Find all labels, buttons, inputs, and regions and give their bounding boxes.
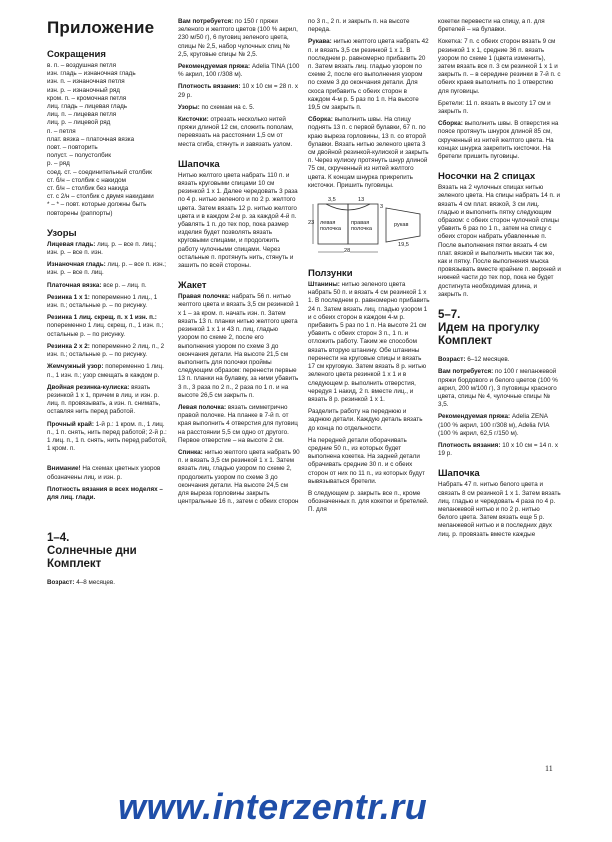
abbreviation-line: ст. б/н – столбик без накида [47,185,129,193]
paragraph [178,104,300,112]
abbreviation-line: изн. гладь – изнаночная гладь [47,70,136,78]
paragraph-label: Кисточки: [178,116,209,124]
section-heading: Шапочка [178,158,220,170]
pattern-text: лиц. р. – все п. изн.; изн. р. – все п. лиц. [47,261,167,277]
column-3-bottom [308,268,430,514]
abbreviation-line: р. – ряд [47,160,70,168]
paragraph [438,413,561,438]
abbreviation-line: ст. б/н – столбик с накидом [47,176,126,184]
section-heading: Жакет [178,280,207,292]
pattern-name: Резинка 1 лиц. скрещ. п. х 1 изн. п.: [47,314,157,322]
pattern-item [47,294,167,310]
paragraph-text: выполнить швы. На спицу поднять 13 п. с первой булавки, 67 п. по краю выреза горловины, 13 п. со второй булавки. Вязать нитью зеленого цвета 3 см двойной резинкой-кулиской и закрыть п. Через кулиску протянуть шнур длиной 75 см, скрученный из нитей желтого цвета. К концам шнурка прикрепить кисточки. Пришить пуговицы. [308,116,429,189]
pattern-text: попеременно 1 лиц. п., 1 изн. п.; узор смещать в каждом р. [47,363,164,379]
paragraph-text: вязать симметрично правой полочке. На планке в 7-й п. от края выполнить 4 отверстия для пуговиц на расстоянии 5,5 см одно от другого. Первое отверстие – на высоте 2 см. [178,403,298,444]
pattern-name: Резинка 2 х 2: [47,342,90,350]
paragraph-label: Вам потребуется: [438,368,494,376]
column-3-top [308,18,430,190]
paragraph [308,408,430,433]
paragraph [438,481,561,538]
page-title: Приложение [47,18,155,37]
column-3 [308,18,430,519]
section-1-title: Солнечные дни Комплект [47,545,137,571]
diagram-label-height: 23 [308,220,315,227]
paragraph-text: Кокетка: 7 п. с обеих сторон вязать 9 см резинкой 1 х 1, средние 36 п. вязать узором по схеме 1 (цвета изменить), затем вязать все п. 3 см резинкой 1 х 1 и закрыть п. – в середине резинки в 7-й п. с обеих краев выполнить по 1 отверстию для пуговицы. [438,38,561,95]
abbreviation-line: полуст. – полустолбик [47,152,112,160]
paragraph-text: нитью желтого цвета набрать 42 п. и вязать 3,5 см резинкой 1 х 1. В последнем р. равномерно прибавить 20 п. Затем вязать лиц. гладью узором по схеме 2, после его выполнения узором по схеме 3 до окончания детали. Для скоса прибавить с обеих сторон в каждом 4-м р. 5 раз по 1 п. На высоте 19,5 см закрыть п. [308,38,429,112]
paragraph [178,63,300,79]
paragraph-text: Бретели: 11 п. вязать в высоту 17 см и закрыть п. [438,99,551,116]
paragraph-text: 6–12 месяцев. [467,356,510,364]
patterns-heading: Узоры [47,227,77,239]
paragraph-label: Узоры: [178,103,200,111]
section-2-number: 5–7. [438,309,461,322]
pattern-text: лиц. р. – все п. лиц.; изн. р. – все п. изн. [47,240,157,257]
paragraph-text: выполнить швы. В отверстия на поясе протянуть шнурок длиной 85 см, скрученный из нитей желтого цвета. На концах шнурка закрепить кисточки. На бретели пришить пуговицы. [438,120,559,161]
abbreviation-line: изн. п. – изнаночная петля [47,78,125,86]
warning-label: Внимание! [47,465,81,473]
warning-text: На схемах цветных узоров обозначены лиц. и изн. р. [47,465,161,481]
paragraph-text: Вязать на 2 чулочных спицах нитью зеленого цвета. На спицы набрать 14 п. и вязать 4 см плат. вязкой, 3 см лиц. гладью и выполнить пятку следующим образом: с обеих сторон чулочной спицы убавить 6 раз по 1 п., затем на спицу с обеих сторон набрать убавленные п. После выполнения пятки вязать 4 см плат. вязкой и выполнить мыски так же, как и пятку. После выполнения мыска провязывать вместе крайние п. верхней и нижней части до тех пор, пока не будет достигнута необходимая длина, и закрыть п. [438,184,561,298]
abbreviation-line: изн. р. – изнаночный ряд [47,86,120,94]
paragraph [178,449,300,506]
diagram-label-bottom: 28 [344,248,351,255]
paragraph-text: Нитью желтого цвета набрать 110 п. и вязать круговыми спицами 10 см резинкой 1 х 1. Далее чередовать 3 раза по 4 р. нитью зеленого и по 2 р. желтого цвета. Затем вязать 12 р. нитью желтого цвета и в каждом 2-м р. за каждой 4-й п. убавлять 1 п. до тех пор, пока размер изделия будет позволять вязать круговыми спицами, и продолжить работу чулочными спицами. Через остальные п. протянуть нить, стянуть и зашить по всей стороны. [178,171,298,270]
paragraph [438,18,561,34]
abbreviation-line: лиц. гладь – лицевая гладь [47,103,128,111]
abbreviation-line: в. п. – воздушная петля [47,62,117,69]
garment-diagram [308,194,426,258]
paragraph [438,100,561,116]
abbreviations-heading: Сокращения [47,49,106,60]
diagram-label-right-panel: левая полочка [320,220,341,233]
paragraph-text: нитью зеленого цвета набрать 50 п. и вязать 4 см резинкой 1 х 1. В последнем р. равномерно прибавить 24 п. Затем вязать лиц. гладью узором 1 и с обеих сторон в каждом 4-м р. прибавить 5 раз по 1 п. На высоте 21 см убавить с обеих сторон 3 п., 1 п. и отложить работу. Таким же способом вязать вторую штанину. Обе штанины перенести на круговые спицы и вязать 17 см круговую. Затем вязать 8 р. нитью зеленого цвета резинкой 1 х 1 и в следующем р. выполнить отверстия, чередуя 1 накид, 2 п. вместе лиц., и вязать 8 р. резинкой 1 х 1. [308,281,430,403]
abbreviation-line: соед. ст. – соединительный столбик [47,168,152,176]
paragraph [178,116,300,149]
paragraph-label: Вам потребуется: [178,18,234,25]
paragraph-text: по 150 г пряжи зеленого и желтого цветов (100 % акрил, 230 м/50 г), 6 пуговиц зеленого цвета, спицы № 2,5, набор чулочных спиц № 2,5, круговые спицы № 2,5. [178,18,298,58]
pattern-item [47,421,167,454]
paragraph [178,18,300,59]
pattern-item [47,241,167,257]
abbreviation-line: ст. с 2/н – столбик с двумя накидами [47,193,154,201]
paragraph-text: 10 х 10 см = 28 п. х 29 р. [178,83,299,99]
paragraph [438,368,561,409]
diagram-label-sleeve: рукав [394,222,409,229]
pattern-item [47,261,167,277]
paragraph [178,404,300,445]
paragraph [438,442,561,458]
paragraph-text: отрезать несколько нитей пряжи длиной 12 см, сложить пополам, перевязать на расстоянии 1,5 см от места сгиба, стянуть и завязать узлом. [178,116,294,148]
density-note: Плотность вязания в всех моделях – для лиц. глади. [47,485,163,501]
paragraph [308,281,430,404]
page-number: 11 [545,764,553,773]
pattern-name: Изнаночная гладь: [47,261,106,269]
diagram-label-top: 3,5 [328,197,336,204]
paragraph [438,120,561,161]
paragraph-text: Adelia ZENA (100 % акрил, 100 г/308 м), Adelia IVIA (100 % акрил, 62,5 г/150 м). [438,413,550,437]
paragraph-text: Разделить работу на переднюю и заднюю детали. Каждую деталь вязать до конца по отдельности. [308,408,423,432]
pattern-name: Жемчужный узор: [47,363,104,371]
paragraph [308,490,430,515]
paragraph-text: по 3 п., 2 п. и закрыть п. на высоте переда. [308,18,410,34]
pattern-name: Лицевая гладь: [47,240,96,248]
section-1-number: 1–4. [47,532,70,545]
section-1-age: 4–8 месяцев. [76,579,116,587]
pattern-item [47,343,167,359]
paragraph-text: 10 х 10 см = 14 п. х 19 р. [438,441,559,458]
paragraph-label: Плотность вязания: [178,83,241,91]
paragraph [308,116,430,190]
pattern-name: Резинка 1 х 1: [47,293,90,301]
paragraph [178,83,300,99]
section-2-title: Идем на прогулку Комплект [438,322,540,348]
patterns-list [47,241,167,453]
pattern-text: все р. – лиц. п. [103,281,147,289]
column-4-bottom [438,356,561,539]
diagram-label-left-panel: правая полочка [351,220,372,233]
pattern-text: попеременно 1 лиц. скрещ. п., 1 изн. п.; остальные р. – по рисунку. [47,322,164,338]
diagram-label-top-2: 13 [358,197,365,204]
abbreviation-line: повт. – повторить [47,144,98,152]
paragraph-label: Плотность вязания: [438,441,501,449]
abbreviation-line: кром. п. – кромочная петля [47,94,127,102]
abbreviation-line: лиц. р. – лицевой ряд [47,119,111,127]
paragraph-text: Набрать 47 п. нитью белого цвета и связать 8 см резинкой 1 х 1. Затем вязать лиц. гладью и чередовать 4 раза по 4 р. меланжевой нитью и по 2 р. нитью белого цвета. Затем вязать еще 5 р. меланжевой нитью и в последних двух лиц. р. провязать вместе каждые [438,481,561,538]
section-1-age-label: Возраст: [47,579,75,587]
abbreviation-line: * – * – повт. которые должны быть повторены (раппорты) [47,201,147,217]
abbreviation-line: плат. вязка – платочная вязка [47,135,135,143]
paragraph-label: Левая полочка: [178,403,227,411]
pattern-name: Платочная вязка: [47,281,102,289]
paragraph-label: Сборка: [438,120,463,128]
pattern-item [47,363,167,379]
pattern-text: попеременно 2 лиц. п., 2 изн. п.; остальные р. – по рисунку. [47,342,165,359]
abbreviation-line: лиц. п. – лицевая петля [47,111,117,119]
paragraph-label: Рукава: [308,38,332,46]
column-4-top [438,18,561,299]
pattern-text: вязать резинкой 1 х 1, причем в лиц. и изн. р. лиц. п. провязывать, а изн. п. снимать, оставляя нить перед работой. [47,383,161,416]
pattern-item [47,384,167,417]
section-heading: Носочки на 2 спицах [438,171,536,183]
paragraph-text: по схемам на с. 5. [201,103,255,111]
pattern-item [47,314,167,339]
section-heading: Ползунки [308,268,353,280]
paragraph [308,437,430,486]
column-1 [47,18,167,591]
watermark-url: www.interzentr.ru [118,786,428,827]
paragraph-text: кокетки перевести на спицу, а п. для бретелей – на булавки. [438,18,545,34]
paragraph-text: Adelia TINA (100 % акрил, 100 г/308 м). [178,63,300,79]
paragraph [308,18,430,34]
pattern-name: Прочный край: [47,420,94,428]
column-4 [438,18,561,543]
section-heading: Шапочка [438,468,480,480]
pattern-text: 1-й р.: 1 кром. п., 1 лиц. п., 1 п. снять, нить перед работой; 2-й р.: 1 лиц. п., 1 п. снять, нить перед работой, 1 кром. п. [47,420,167,453]
pattern-item [47,282,167,290]
abbreviations-list [47,62,167,218]
diagram-label-sleeve-length: 19,5 [398,242,409,249]
paragraph [178,293,300,400]
paragraph [438,38,561,95]
paragraph [308,38,430,112]
paragraph-text: нитью желтого цвета набрать 90 п. и вязать 3,5 см резинкой 1 х 1. Затем вязать лиц. гладью узором по схеме 2, продолжить узором по схеме 3 до окончания детали. На высоте 24,5 см для выреза горловины закрыть центральные 16 п., затем с обеих сторон [178,448,300,506]
paragraph-text: На передней детали оборачивать средние 50 п., из которых будет выполнена кокетка. На задней детали обрачивать средние 30 п. и с обеих сторон от них по 11 п., из которых будут вывязываться бретели. [308,436,425,485]
paragraph-label: Сборка: [308,116,333,124]
paragraph [178,172,300,270]
pattern-name: Двойная резинка-кулиска: [47,383,130,391]
diagram-label-small: 3 [380,204,384,211]
paragraph-label: Правая полочка: [178,293,231,301]
paragraph-label: Возраст: [438,356,466,364]
paragraph [438,184,561,299]
paragraph-text: В следующем р. закрыть все п., кроме обозначенных п. для кокетки и бретелей. П. для [308,489,429,514]
paragraph-label: Рекомендуемая пряжа: [438,413,511,421]
abbreviation-line: п. – петля [47,127,76,135]
paragraph-label: Штанины: [308,281,340,289]
paragraph-text: набрать 56 п. нитью желтого цвета и вязать 3,5 см резинкой 1 х 1 – за кром. п. начать изн. п. Затем вязать 13 п. планки нитью желтого цвета резинкой 1 х 1 и 43 п. лиц. гладью узором по схеме 2, после его выполнения узором по схеме 3 до окончания детали. На высоте 21,5 см выполнить для полочки проймы следующим образом: перенести первые 13 п. планки на булавку, за ними убавить 3 п., 3 раза по 2 п., 2 раза по 1 п. и на высоте 26,5 см закрыть п. [178,293,299,399]
paragraph-label: Спинка: [178,448,203,456]
pattern-text: попеременно 1 лиц., 1 изн. п.; остальные р. – по рисунку. [47,293,158,310]
paragraph-label: Рекомендуемая пряжа: [178,63,251,71]
column-2 [178,18,300,510]
paragraph [438,356,561,364]
paragraph-text: по 100 г меланжевой пряжи бордового и белого цветов (100 % акрил, 200 м/100 г), 3 пуговицы красного цвета, спицы № 4, чулочные спицы № 3,5. [438,368,558,409]
